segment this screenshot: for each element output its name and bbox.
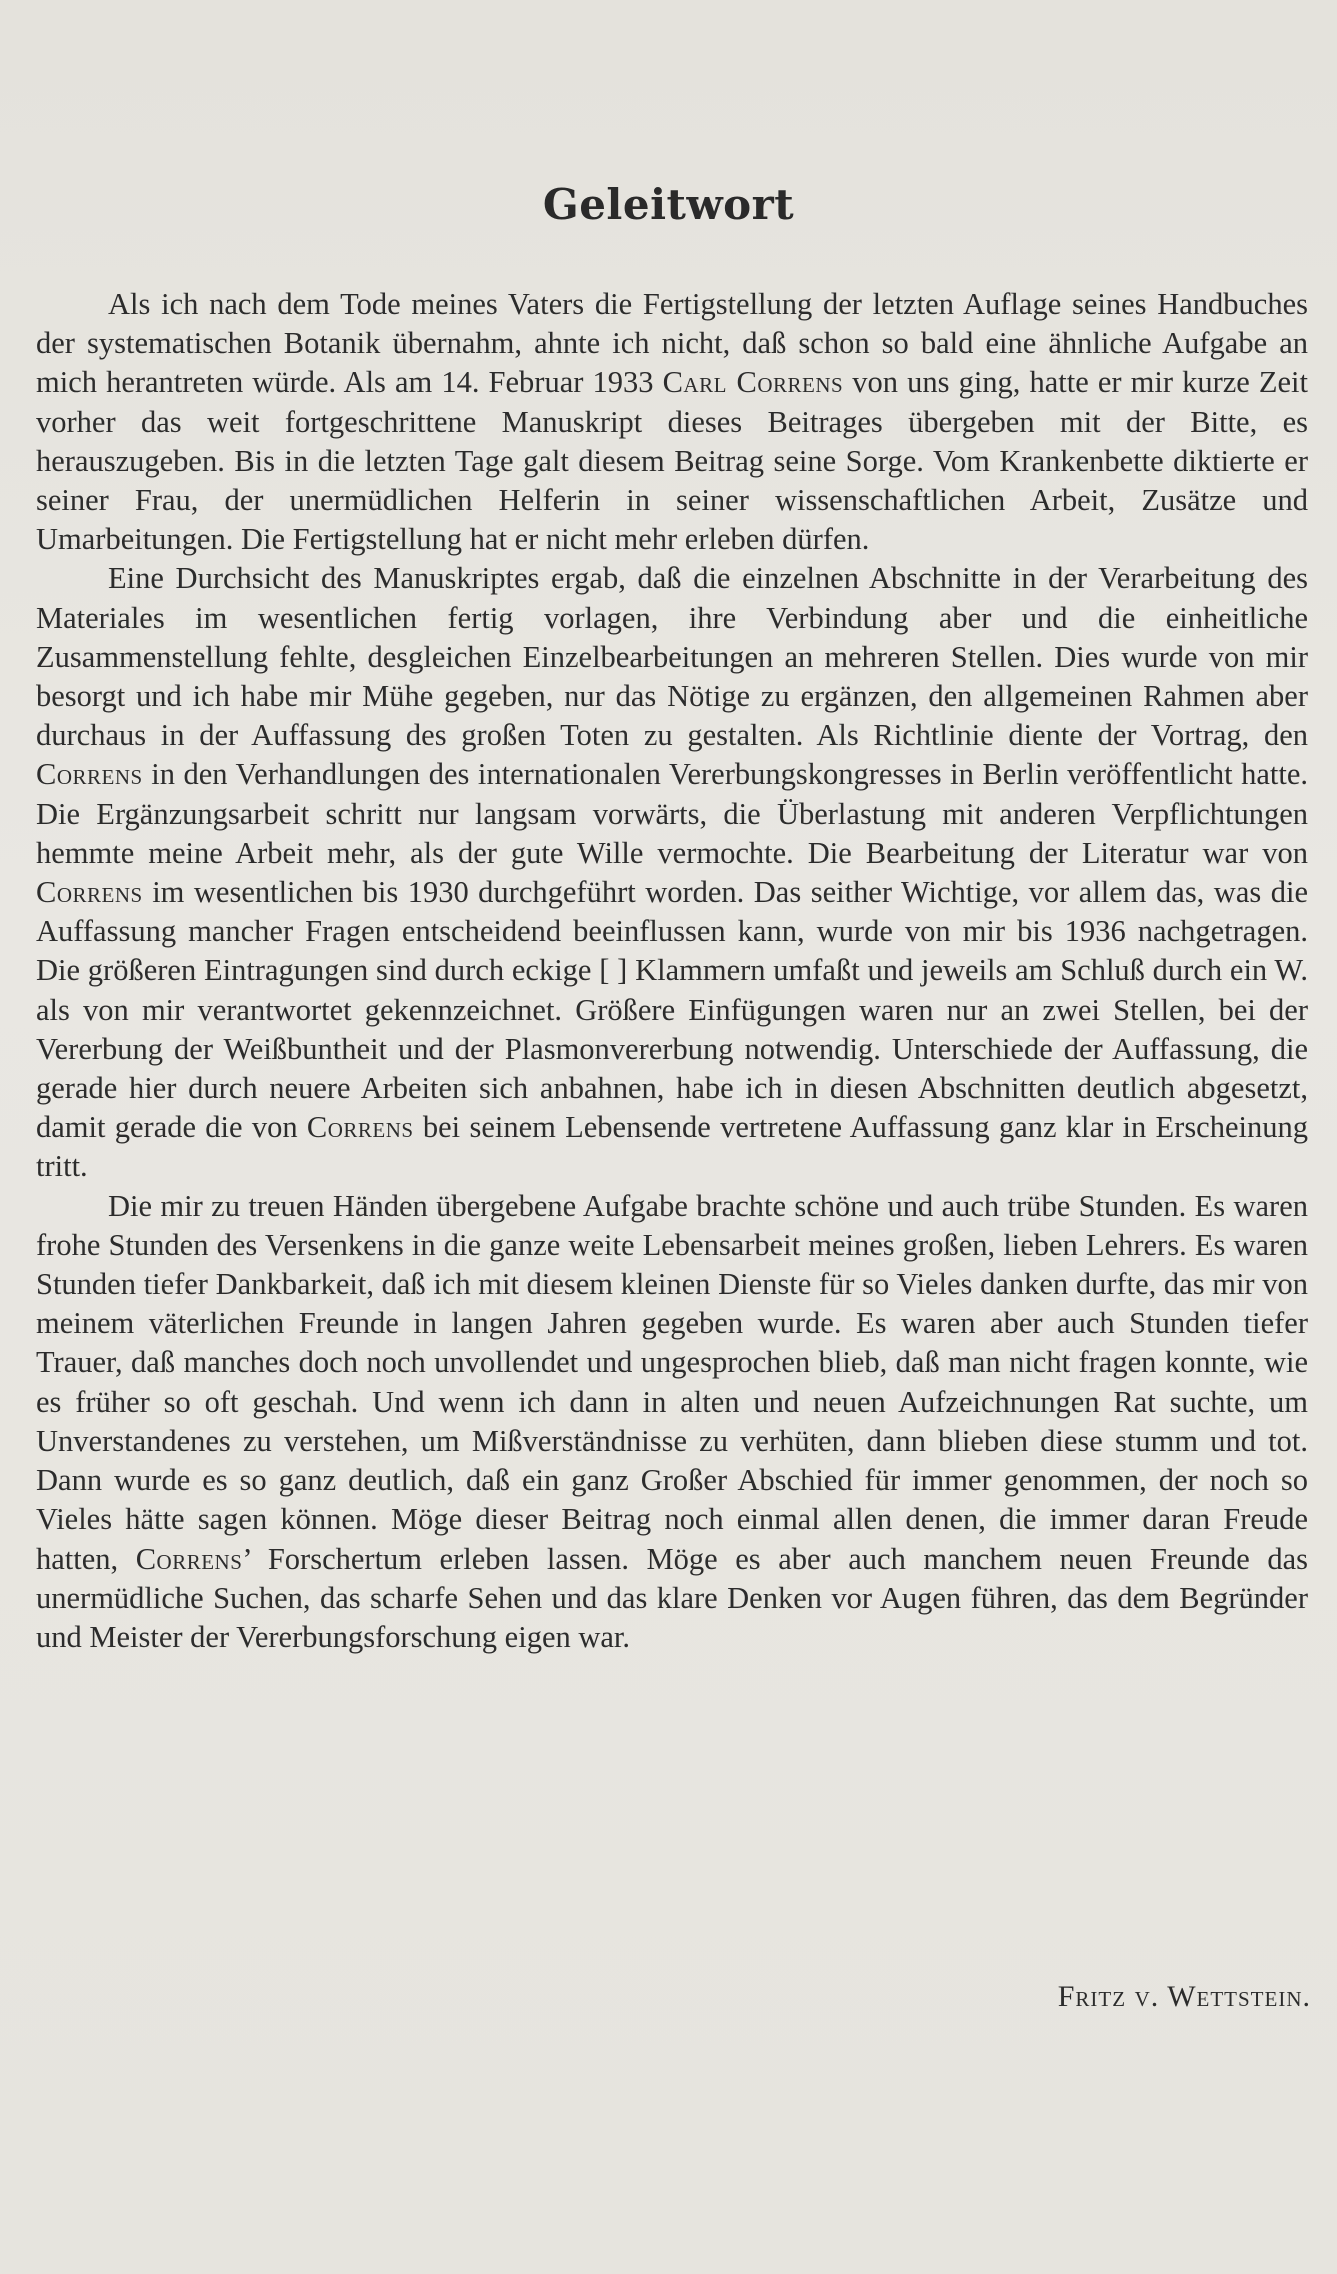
paragraph-1: [36, 285, 1308, 559]
paragraph-3-text-a: Die mir zu treuen Händen übergebene Aufgabe brachte schöne und auch trübe Stunden. Es waren frohe Stunden des Versenkens in die ganze weite Lebensarbeit meines großen, lieben Lehrers. Es waren Stunden tiefer Dankbarkeit, daß ich mit diesem kleinen Dienste für so Vieles danken durfte, das mir von meinem väterlichen Freunde in langen Jahren gegeben wurde. Es waren aber auch Stunden tiefer Trauer, daß manches doch noch unvollendet und ungesprochen blieb, daß man nicht fragen konnte, wie es früher so oft geschah. Und wenn ich dann in alten und neuen Aufzeichnungen Rat suchte, um Unverstandenes zu verstehen, um Mißverständnisse zu verhüten, dann blieben diese stumm und tot. Dann wurde es so ganz deutlich, daß ein ganz Großer Abschied für immer genommen, der noch so Vieles hätte sagen können. Möge dieser Beitrag noch einmal allen denen, die immer daran Freude hatten,: [36, 1188, 1308, 1576]
paragraph-1-text-a: Als ich nach dem Tode meines Vaters die Fertigstellung der letzten Auflage seines Handbuches der systematischen Botanik übernahm, ahnte ich nicht, daß schon so bald eine ähnliche Aufgabe an mich herantreten würde. Als am 14. Februar 1933: [36, 287, 1308, 400]
author-name-correns: Correns: [135, 1541, 243, 1576]
paragraph-2-text-a: Eine Durchsicht des Manuskriptes ergab, daß die einzelnen Abschnitte in der Verarbeitung des Materiales im wesentlichen fertig vorlagen, ihre Verbindung aber und die einheitliche Zusammenstellung fehlte, desgleichen Einzelbearbeitungen an mehreren Stellen. Dies wurde von mir besorgt und ich habe mir Mühe gegeben, nur das Nötige zu ergänzen, den allgemeinen Rahmen aber durchaus in der Auffassung des großen Toten zu gestalten. Als Richtlinie diente der Vortrag, den: [36, 561, 1308, 753]
author-name-correns: Correns: [306, 1110, 414, 1145]
paragraph-2-text-d: bei seinem Lebensende vertretene Auffassung ganz klar in Erscheinung tritt.: [36, 1110, 1308, 1184]
author-name-correns: Correns: [36, 757, 143, 792]
paragraph-2-text-b: in den Verhandlungen des internationalen Vererbungskongresses in Berlin veröffentlicht hatte. Die Ergänzungsarbeit schritt nur langsam vorwärts, die Überlastung mit anderen Verpflichtungen hemmte meine Arbeit mehr, als der gute Wille vermochte. Die Bearbeitung der Literatur war von: [36, 757, 1308, 870]
body-text: [36, 285, 1308, 1657]
paragraph-3: [36, 1187, 1308, 1657]
paragraph-2: [36, 559, 1308, 1186]
signature: Fritz v. Wettstein.: [1057, 1980, 1311, 2013]
paragraph-3-text-b: ’ Forschertum erleben lassen. Möge es aber auch manchem neuen Freunde das unermüdliche Suchen, das scharfe Sehen und das klare Denken vor Augen führen, das dem Begründer und Meister der Vererbungsforschung eigen war.: [36, 1541, 1308, 1654]
paragraph-2-text-c: im wesentlichen bis 1930 durchgeführt worden. Das seither Wichtige, vor allem das, was die Auffassung mancher Fragen entscheidend beeinflussen kann, wurde von mir bis 1936 nachgetragen. Die größeren Eintragungen sind durch eckige [ ] Klammern umfaßt und jeweils am Schluß durch ein W. als von mir verantwortet gekennzeichnet. Größere Einfügungen waren nur an zwei Stellen, bei der Vererbung der Weißbuntheit und der Plasmonvererbung notwendig. Unterschiede der Auffassung, die gerade hier durch neuere Arbeiten sich anbahnen, habe ich in diesen Abschnitten deutlich abgesetzt, damit gerade die von: [36, 875, 1308, 1145]
author-name-carl-correns: Carl Correns: [662, 365, 844, 400]
paragraph-1-text-b: von uns ging, hatte er mir kurze Zeit vorher das weit fortgeschrittene Manuskript dieses Beitrages übergeben mit der Bitte, es herauszugeben. Bis in die letzten Tage galt diesem Beitrag seine Sorge. Vom Krankenbette diktierte er seiner Frau, der unermüdlichen Helferin in seiner wissenschaftlichen Arbeit, Zusätze und Umarbeitungen. Die Fertigstellung hat er nicht mehr erleben dürfen.: [36, 365, 1308, 557]
author-name-correns: Correns: [36, 875, 143, 910]
page-title: Geleitwort: [542, 180, 795, 229]
